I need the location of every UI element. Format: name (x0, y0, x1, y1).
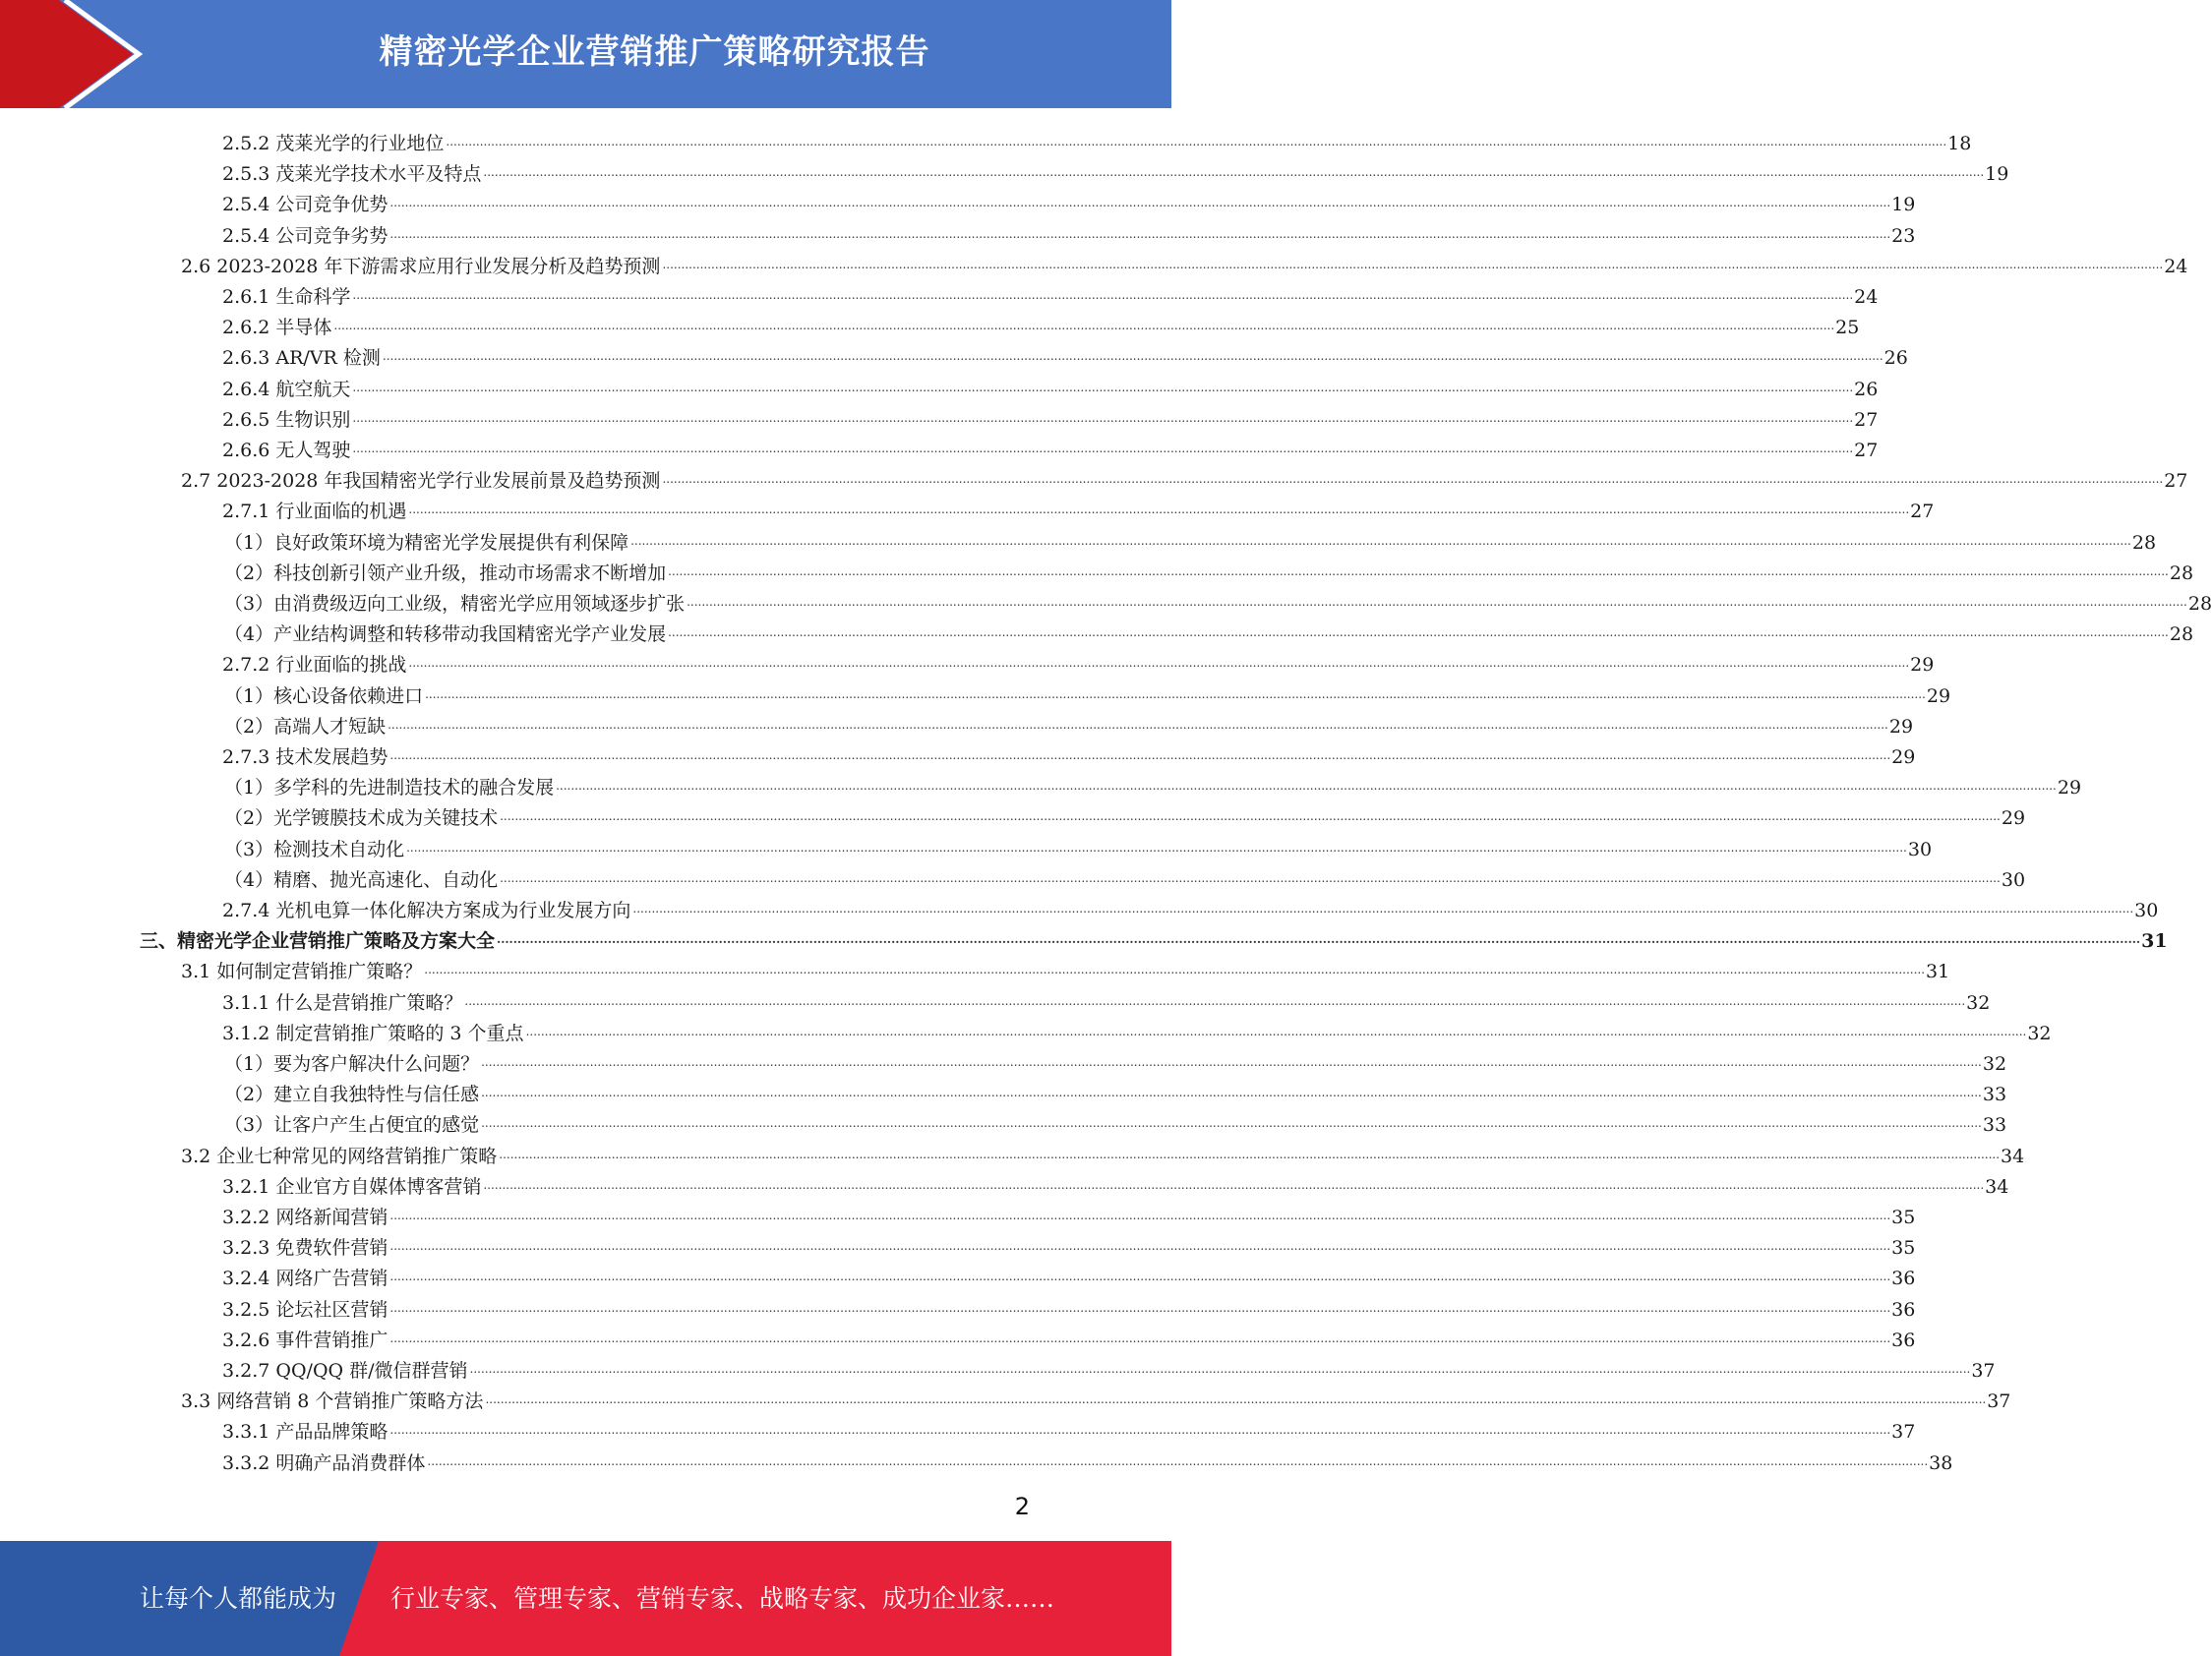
toc-leader-dots: ................................................................................................................................................................................................................................................................................................................................................................................................................ (464, 993, 1966, 1008)
toc-entry-label: 2.5.2 茂莱光学的行业地位 (222, 133, 445, 154)
toc-leader-dots: ................................................................................................................................................................................................................................................................................................................................................................................................................ (389, 1423, 1891, 1438)
toc-entry-label: 3.1 如何制定营销推广策略？ (181, 961, 423, 983)
toc-entry-label: （2）光学镀膜技术成为关键技术 (224, 807, 499, 830)
toc-entry-label: 3.2.2 网络新闻营销 (222, 1207, 389, 1228)
toc-entry[interactable] (222, 339, 1908, 370)
report-header (0, 0, 1171, 108)
toc-entry-label: 2.5.4 公司竞争优势 (222, 194, 389, 216)
toc-entry-page: 37 (1891, 1421, 1916, 1444)
toc-entry-label: （2）高端人才短缺 (224, 715, 387, 738)
toc-entry-label: （3）让客户产生占便宜的感觉 (224, 1114, 480, 1137)
toc-entry-label: （1）核心设备依赖进口 (224, 684, 424, 707)
toc-entry-page: 23 (1891, 224, 1916, 247)
toc-entry-label: 3.3.2 明确产品消费群体 (222, 1451, 426, 1474)
toc-entry-label: 3.2.4 网络广告营销 (222, 1268, 389, 1290)
toc-leader-dots: ................................................................................................................................................................................................................................................................................................................................................................................................................ (389, 748, 1891, 762)
toc-leader-dots: ................................................................................................................................................................................................................................................................................................................................................................................................................ (427, 1453, 1929, 1468)
toc-leader-dots: ................................................................................................................................................................................................................................................................................................................................................................................................................ (632, 902, 2134, 916)
toc-entry-page: 29 (1891, 746, 1916, 768)
toc-entry-page: 27 (1910, 501, 1935, 523)
toc-entry-label: （2）科技创新引领产业升级，推动市场需求不断增加 (224, 562, 667, 584)
toc-entry[interactable] (222, 401, 1879, 432)
toc-entry[interactable] (224, 708, 1914, 739)
toc-entry-page: 30 (2134, 900, 2159, 921)
toc-leader-dots: ................................................................................................................................................................................................................................................................................................................................................................................................................ (500, 870, 2001, 885)
toc-leader-dots: ................................................................................................................................................................................................................................................................................................................................................................................................................ (352, 288, 1854, 302)
toc-entry-label: 2.5.3 茂莱光学技术水平及特点 (222, 163, 482, 186)
header-arrow-icon (0, 0, 157, 108)
toc-entry[interactable] (222, 125, 1972, 155)
toc-entry-page: 34 (1985, 1175, 2009, 1198)
toc-entry-page: 28 (2131, 531, 2157, 554)
toc-leader-dots: ................................................................................................................................................................................................................................................................................................................................................................................................................ (333, 319, 1835, 333)
toc-leader-dots: ................................................................................................................................................................................................................................................................................................................................................................................................................ (481, 1055, 1982, 1069)
toc-entry-label: 2.7 2023-2028 年我国精密光学行业发展前景及趋势预测 (181, 470, 661, 493)
toc-entry[interactable] (222, 1352, 1996, 1383)
toc-entry-page: 35 (1891, 1237, 1916, 1260)
toc-leader-dots: ................................................................................................................................................................................................................................................................................................................................................................................................................ (556, 779, 2057, 794)
toc-entry-page: 32 (2027, 1022, 2052, 1044)
toc-entry[interactable] (224, 524, 2157, 555)
toc-entry[interactable] (224, 861, 2026, 892)
toc-entry[interactable] (222, 432, 1879, 462)
toc-entry-label: 2.6.4 航空航天 (222, 378, 351, 400)
toc-entry[interactable] (222, 1229, 1916, 1260)
toc-entry-page: 38 (1929, 1451, 1953, 1474)
toc-entry[interactable] (224, 799, 2026, 830)
toc-entry[interactable] (224, 1045, 2007, 1076)
toc-entry[interactable] (222, 1168, 2009, 1199)
toc-entry-label: 3.3 网络营销 8 个营销推广策略方法 (181, 1390, 484, 1413)
toc-leader-dots: ................................................................................................................................................................................................................................................................................................................................................................................................................ (481, 1116, 1982, 1131)
toc-entry[interactable] (222, 1445, 1953, 1475)
toc-entry-page: 26 (1854, 378, 1879, 400)
toc-entry[interactable] (222, 309, 1860, 339)
toc-leader-dots: ................................................................................................................................................................................................................................................................................................................................................................................................................ (525, 1024, 2027, 1038)
toc-leader-dots: ................................................................................................................................................................................................................................................................................................................................................................................................................ (389, 1331, 1891, 1345)
toc-entry-page: 37 (1987, 1390, 2011, 1413)
toc-entry[interactable] (224, 831, 1933, 861)
toc-entry-page: 35 (1891, 1207, 1916, 1228)
toc-entry[interactable] (224, 616, 2194, 646)
toc-leader-dots: ................................................................................................................................................................................................................................................................................................................................................................................................................ (389, 1209, 1891, 1222)
toc-entry-label: 3.2.7 QQ/QQ 群/微信群营销 (222, 1360, 468, 1382)
toc-leader-dots: ................................................................................................................................................................................................................................................................................................................................................................................................................ (668, 563, 2169, 578)
toc-entry-page: 36 (1891, 1298, 1916, 1321)
toc-entry-page: 29 (1910, 654, 1935, 677)
toc-leader-dots: ................................................................................................................................................................................................................................................................................................................................................................................................................ (352, 380, 1854, 394)
toc-leader-dots: ................................................................................................................................................................................................................................................................................................................................................................................................................ (388, 717, 1888, 732)
toc-entry[interactable] (222, 739, 1916, 769)
toc-entry-page: 30 (1907, 838, 1933, 860)
toc-entry[interactable] (222, 1199, 1916, 1229)
toc-entry-label: 三、精密光学企业营销推广策略及方案大全 (140, 930, 496, 953)
toc-entry-page: 29 (1926, 684, 1951, 707)
toc-entry-page: 32 (1966, 991, 1991, 1014)
toc-leader-dots: ................................................................................................................................................................................................................................................................................................................................................................................................................ (481, 1086, 1982, 1100)
toc-entry[interactable] (222, 371, 1879, 401)
toc-leader-dots: ................................................................................................................................................................................................................................................................................................................................................................................................................ (662, 472, 2164, 487)
toc-entry-label: （1）多学科的先进制造技术的融合发展 (224, 777, 555, 799)
toc-entry-label: （1）要为客户解决什么问题？ (224, 1053, 480, 1075)
toc-leader-dots: ................................................................................................................................................................................................................................................................................................................................................................................................................ (408, 656, 1910, 671)
toc-leader-dots: ................................................................................................................................................................................................................................................................................................................................................................................................................ (425, 686, 1926, 701)
toc-entry[interactable] (222, 892, 2159, 922)
toc-entry[interactable] (222, 1413, 1916, 1444)
toc-entry[interactable] (222, 155, 2009, 186)
toc-entry-page: 27 (2164, 470, 2188, 493)
toc-entry[interactable] (222, 646, 1935, 677)
toc-entry-page: 19 (1985, 163, 2009, 186)
toc-entry-label: 2.5.4 公司竞争劣势 (222, 224, 389, 247)
toc-entry-label: 3.2.6 事件营销推广 (222, 1329, 389, 1351)
toc-entry-page: 36 (1891, 1268, 1916, 1290)
toc-leader-dots: ................................................................................................................................................................................................................................................................................................................................................................................................................ (662, 257, 2164, 271)
toc-entry-page: 18 (1947, 133, 1972, 154)
toc-leader-dots: ................................................................................................................................................................................................................................................................................................................................................................................................................ (497, 932, 2141, 947)
toc-entry-label: 2.6 2023-2028 年下游需求应用行业发展分析及趋势预测 (181, 255, 661, 277)
toc-entry-page: 28 (2169, 562, 2194, 584)
toc-entry[interactable] (181, 953, 1950, 983)
report-title: 精密光学企业营销推广策略研究报告 (379, 32, 930, 72)
toc-entry[interactable] (222, 1322, 1916, 1352)
toc-entry-page: 36 (1891, 1329, 1916, 1351)
toc-entry-page: 28 (2187, 593, 2212, 615)
toc-entry-label: 2.7.1 行业面临的机遇 (222, 501, 407, 523)
toc-entry[interactable] (222, 186, 1916, 216)
footer-slogan-left: 让每个人都能成为 (140, 1584, 337, 1613)
toc-entry[interactable] (224, 769, 2082, 799)
toc-entry[interactable] (140, 922, 2168, 953)
toc-leader-dots: ................................................................................................................................................................................................................................................................................................................................................................................................................ (483, 1177, 1985, 1192)
toc-entry-page: 27 (1854, 440, 1879, 461)
toc-entry-page: 26 (1883, 347, 1908, 370)
toc-entry[interactable] (222, 217, 1916, 248)
toc-entry[interactable] (181, 462, 2188, 493)
toc-entry-page: 25 (1835, 317, 1860, 339)
toc-leader-dots: ................................................................................................................................................................................................................................................................................................................................................................................................................ (352, 410, 1854, 425)
toc-entry-label: 2.6.1 生命科学 (222, 286, 351, 308)
toc-entry-page: 19 (1891, 194, 1916, 216)
toc-leader-dots: ................................................................................................................................................................................................................................................................................................................................................................................................................ (469, 1362, 1971, 1376)
toc-entry[interactable] (222, 1291, 1916, 1322)
toc-entry[interactable] (181, 1138, 2025, 1168)
toc-entry-label: （4）精磨、抛光高速化、自动化 (224, 868, 499, 891)
toc-entry-page: 30 (2001, 868, 2026, 891)
toc-entry-page: 29 (2057, 777, 2082, 799)
toc-entry-page: 33 (1982, 1084, 2007, 1106)
toc-leader-dots: ................................................................................................................................................................................................................................................................................................................................................................................................................ (499, 1147, 2001, 1161)
page-number: 2 (1014, 1493, 1030, 1520)
toc-entry[interactable] (224, 555, 2194, 585)
toc-leader-dots: ................................................................................................................................................................................................................................................................................................................................................................................................................ (389, 196, 1891, 210)
toc-entry-label: 2.6.5 生物识别 (222, 408, 351, 431)
toc-entry[interactable] (224, 585, 2212, 616)
toc-entry[interactable] (224, 1106, 2007, 1137)
toc-entry-page: 29 (2001, 807, 2026, 830)
toc-entry-label: （1）良好政策环境为精密光学发展提供有利保障 (224, 531, 629, 554)
toc-leader-dots: ................................................................................................................................................................................................................................................................................................................................................................................................................ (389, 226, 1891, 241)
toc-entry-label: （3）由消费级迈向工业级，精密光学应用领域逐步扩张 (224, 593, 686, 615)
toc-entry-page: 37 (1971, 1360, 1996, 1382)
toc-entry[interactable] (222, 1015, 2052, 1045)
toc-entry-label: 2.7.4 光机电算一体化解决方案成为行业发展方向 (222, 900, 631, 921)
toc-entry-label: （4）产业结构调整和转移带动我国精密光学产业发展 (224, 623, 667, 646)
toc-entry-label: 3.2 企业七种常见的网络营销推广策略 (181, 1145, 498, 1167)
toc-entry-page: 31 (1926, 961, 1950, 983)
toc-entry-label: （3）检测技术自动化 (224, 838, 405, 860)
toc-entry-page: 24 (1854, 286, 1879, 308)
toc-entry-label: 2.6.2 半导体 (222, 317, 332, 339)
toc-entry[interactable] (224, 678, 1951, 708)
toc-entry-label: 3.2.5 论坛社区营销 (222, 1298, 389, 1321)
toc-leader-dots: ................................................................................................................................................................................................................................................................................................................................................................................................................ (382, 349, 1883, 364)
toc-leader-dots: ................................................................................................................................................................................................................................................................................................................................................................................................................ (668, 625, 2169, 640)
toc-leader-dots: ................................................................................................................................................................................................................................................................................................................................................................................................................ (389, 1270, 1891, 1284)
toc-entry-label: 3.1.2 制定营销推广策略的 3 个重点 (222, 1022, 524, 1044)
toc-entry[interactable] (222, 1260, 1916, 1290)
toc-entry[interactable] (224, 1076, 2007, 1106)
toc-leader-dots: ................................................................................................................................................................................................................................................................................................................................................................................................................ (408, 503, 1910, 517)
toc-leader-dots: ................................................................................................................................................................................................................................................................................................................................................................................................................ (483, 165, 1985, 180)
toc-entry-page: 28 (2169, 623, 2194, 646)
toc-leader-dots: ................................................................................................................................................................................................................................................................................................................................................................................................................ (389, 1300, 1891, 1315)
toc-entry[interactable] (222, 278, 1879, 309)
toc-entry-label: 2.6.3 AR/VR 检测 (222, 347, 381, 370)
toc-entry-page: 24 (2164, 255, 2188, 277)
toc-leader-dots: ................................................................................................................................................................................................................................................................................................................................................................................................................ (630, 533, 2131, 548)
toc-entry-page: 27 (1854, 408, 1879, 431)
toc-leader-dots: ................................................................................................................................................................................................................................................................................................................................................................................................................ (485, 1392, 1987, 1407)
toc-entry-label: 3.3.1 产品品牌策略 (222, 1421, 389, 1444)
toc-leader-dots: ................................................................................................................................................................................................................................................................................................................................................................................................................ (687, 595, 2187, 609)
toc-leader-dots: ................................................................................................................................................................................................................................................................................................................................................................................................................ (500, 809, 2001, 824)
toc-entry[interactable] (222, 984, 1991, 1015)
footer-slogan-right: 行业专家、管理专家、营销专家、战略专家、成功企业家…… (390, 1584, 1055, 1613)
toc-leader-dots: ................................................................................................................................................................................................................................................................................................................................................................................................................ (446, 135, 1947, 148)
page-footer (0, 1541, 1171, 1656)
toc-entry-label: （2）建立自我独特性与信任感 (224, 1084, 480, 1106)
toc-entry-label: 3.2.1 企业官方自媒体博客营销 (222, 1175, 482, 1198)
toc-leader-dots: ................................................................................................................................................................................................................................................................................................................................................................................................................ (424, 963, 1926, 977)
toc-entry-label: 2.7.3 技术发展趋势 (222, 746, 389, 768)
toc-entry[interactable] (181, 248, 2188, 278)
toc-entry-page: 33 (1982, 1114, 2007, 1137)
toc-entry-label: 2.6.6 无人驾驶 (222, 440, 351, 461)
toc-leader-dots: ................................................................................................................................................................................................................................................................................................................................................................................................................ (406, 840, 1907, 855)
toc-entry-page: 29 (1888, 715, 1914, 738)
toc-entry-label: 2.7.2 行业面临的挑战 (222, 654, 407, 677)
toc-leader-dots: ................................................................................................................................................................................................................................................................................................................................................................................................................ (389, 1239, 1891, 1254)
toc-entry-page: 31 (2141, 930, 2168, 953)
toc-entry-page: 34 (2001, 1145, 2025, 1167)
toc-entry-label: 3.1.1 什么是营销推广策略？ (222, 991, 463, 1014)
toc-entry[interactable] (181, 1383, 2011, 1413)
toc-entry-page: 32 (1982, 1053, 2007, 1075)
toc-leader-dots: ................................................................................................................................................................................................................................................................................................................................................................................................................ (352, 442, 1854, 455)
toc-entry-label: 3.2.3 免费软件营销 (222, 1237, 389, 1260)
toc-entry[interactable] (222, 493, 1935, 523)
